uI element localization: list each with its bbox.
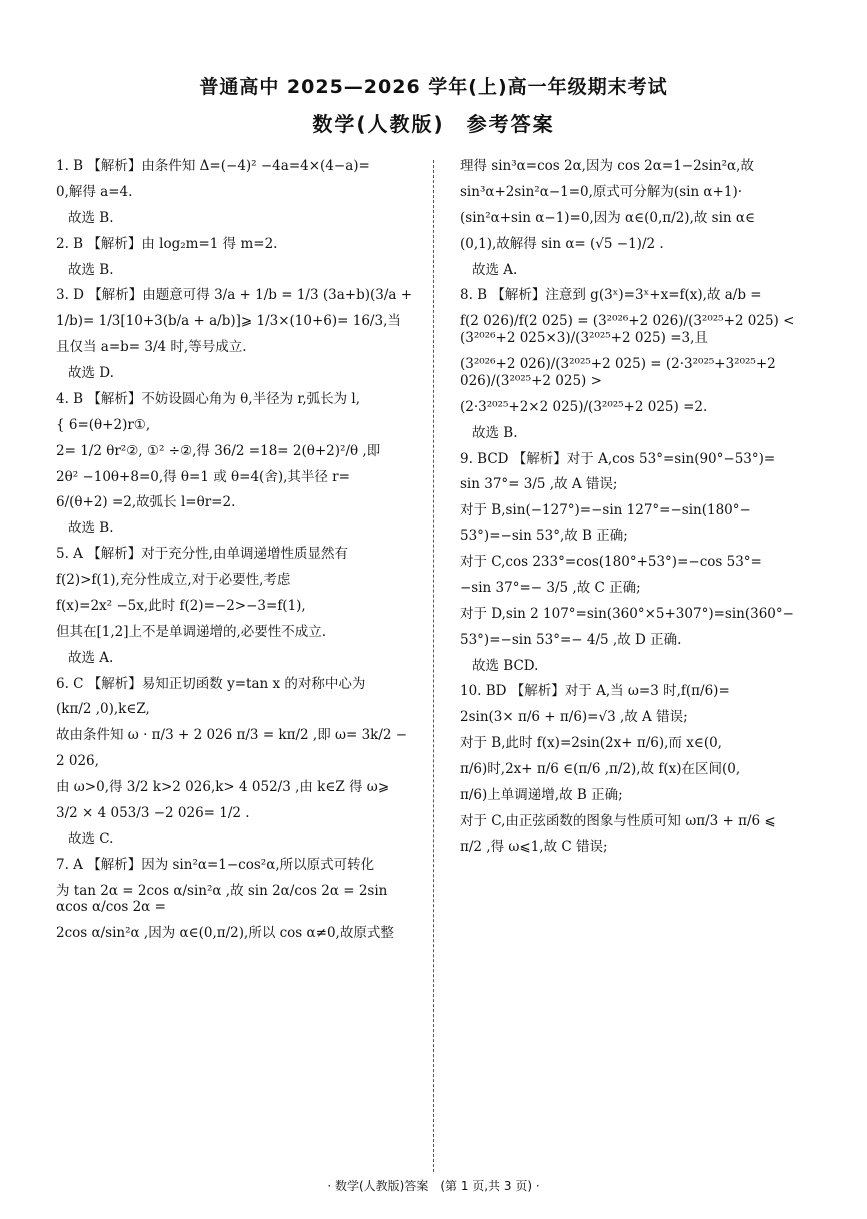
answer-line: 10. BD 【解析】对于 A,当 ω=3 时,f(π/6)= bbox=[460, 683, 730, 700]
answer-line: 3. D 【解析】由题意可得 3/a + 1/b = 1/3 (3a+b)(3/a + bbox=[56, 287, 413, 304]
page-title: 普通高中 2025—2026 学年(上)高一年级期末考试 bbox=[199, 76, 668, 98]
answer-line: 0,解得 a=4. bbox=[56, 183, 133, 200]
left-column bbox=[56, 158, 416, 951]
answer-line: 7. A 【解析】因为 sin²α=1−cos²α,所以原式可转化 bbox=[56, 856, 375, 873]
answer-line: 故选 BCD. bbox=[472, 657, 539, 674]
answer-line: { 6=(θ+2)r①, bbox=[56, 416, 151, 433]
page-subtitle: 数学(人教版) 参考答案 bbox=[312, 112, 555, 136]
answer-line: 故选 A. bbox=[472, 261, 518, 278]
answer-item bbox=[56, 158, 416, 227]
answer-line: 53°)=−sin 53°,故 B 正确; bbox=[460, 528, 628, 545]
answer-line: 故选 C. bbox=[68, 830, 114, 847]
answer-line: 2sin(3× π/6 + π/6)=√3 ,故 A 错误; bbox=[460, 709, 688, 726]
answer-line: 故选 B. bbox=[68, 261, 114, 278]
answer-line: π/6)上单调递增,故 B 正确; bbox=[460, 786, 623, 803]
answer-line: sin 37°= 3/5 ,故 A 错误; bbox=[460, 476, 618, 493]
answer-line: 6/(θ+2) =2,故弧长 l=θr=2. bbox=[56, 494, 236, 511]
answer-line: 对于 C,由正弦函数的图象与性质可知 ωπ/3 + π/6 ⩽ bbox=[460, 812, 776, 829]
answer-line: 2θ² −10θ+8=0,得 θ=1 或 θ=4(舍),其半径 r= bbox=[56, 468, 350, 485]
answer-item bbox=[56, 236, 416, 279]
right-column bbox=[460, 158, 818, 865]
answer-line: −sin 37°=− 3/5 ,故 C 正确; bbox=[460, 579, 641, 596]
answer-item bbox=[56, 287, 416, 382]
answer-line: 故选 B. bbox=[68, 209, 114, 226]
answer-line: (0,1),故解得 sin α= (√5 −1)/2 . bbox=[460, 235, 664, 252]
answer-line: 故选 B. bbox=[472, 424, 518, 441]
answer-line: 且仅当 a=b= 3/4 时,等号成立. bbox=[56, 339, 247, 356]
answer-line: 5. A 【解析】对于充分性,由单调递增性质显然有 bbox=[56, 546, 349, 563]
answer-line: (kπ/2 ,0),k∈Z, bbox=[56, 701, 150, 718]
answer-line: 6. C 【解析】易知正切函数 y=tan x 的对称中心为 bbox=[56, 675, 366, 692]
answer-line: f(2 026)/f(2 025) = (3²⁰²⁶+2 026)/(3²⁰²⁵+2 025) < (3²⁰²⁶+2 025×3)/(3²⁰²⁵+2 025) =3,且 bbox=[460, 313, 795, 347]
answer-line: 故选 D. bbox=[68, 365, 114, 381]
answer-line: 3/2 × 4 053/3 −2 026= 1/2 . bbox=[56, 804, 250, 821]
answer-line: f(2)>f(1),充分性成立,对于必要性,考虑 bbox=[56, 572, 291, 588]
answer-line: 故选 B. bbox=[68, 520, 114, 537]
answer-item bbox=[56, 857, 416, 943]
answer-line: 2. B 【解析】由 log₂m=1 得 m=2. bbox=[56, 235, 278, 252]
answer-line: (sin²α+sin α−1)=0,因为 α∈(0,π/2),故 sin α∈ bbox=[460, 209, 756, 226]
answer-line: 对于 C,cos 233°=cos(180°+53°)=−cos 53°= bbox=[460, 554, 762, 570]
answer-line: 2cos α/sin²α ,因为 α∈(0,π/2),所以 cos α≠0,故原式整 bbox=[56, 925, 394, 942]
page-footer: · 数学(人教版)答案 (第 1 页,共 3 页) · bbox=[327, 1179, 540, 1193]
answer-line: 由 ω>0,得 3/2 k>2 026,k> 4 052/3 ,由 k∈Z 得 ω⩾ bbox=[56, 779, 390, 795]
answer-line: 对于 D,sin 2 107°=sin(360°×5+307°)=sin(360°− bbox=[460, 605, 794, 622]
answer-line: π/6)时,2x+ π/6 ∈(π/6 ,π/2),故 f(x)在区间(0, bbox=[460, 761, 741, 777]
answer-item bbox=[56, 546, 416, 666]
answer-item bbox=[460, 451, 818, 675]
answer-item bbox=[56, 676, 416, 848]
answer-line: 2= 1/2 θr²②, ①² ÷②,得 36/2 =18= 2(θ+2)²/θ ,即 bbox=[56, 442, 381, 459]
column-divider bbox=[433, 160, 434, 1172]
answer-line: 但其在[1,2]上不是单调递增的,必要性不成立. bbox=[56, 623, 327, 640]
answer-item bbox=[56, 391, 416, 537]
answer-line: sin³α+2sin²α−1=0,原式可分解为(sin α+1)· bbox=[460, 183, 743, 200]
answer-item bbox=[460, 158, 818, 278]
answer-item bbox=[460, 287, 818, 441]
answer-line: 9. BCD 【解析】对于 A,cos 53°=sin(90°−53°)= bbox=[460, 450, 776, 467]
answer-line: 53°)=−sin 53°=− 4/5 ,故 D 正确. bbox=[460, 631, 682, 648]
answer-line: 1/b)= 1/3[10+3(b/a + a/b)]⩾ 1/3×(10+6)= 16/3,当 bbox=[56, 313, 401, 330]
answer-line: 4. B 【解析】不妨设圆心角为 θ,半径为 r,弧长为 l, bbox=[56, 390, 361, 407]
answer-line: 1. B 【解析】由条件知 Δ=(−4)² −4a=4×(4−a)= bbox=[56, 158, 370, 174]
answer-line: f(x)=2x² −5x,此时 f(2)=−2>−3=f(1), bbox=[56, 597, 306, 614]
answer-item bbox=[460, 683, 818, 855]
answer-line: (3²⁰²⁶+2 026)/(3²⁰²⁵+2 025) = (2·3²⁰²⁵+3²⁰²⁵+2 026)/(3²⁰²⁵+2 025) > bbox=[460, 356, 776, 389]
answer-line: 2 026, bbox=[56, 753, 99, 770]
answer-line: 对于 B,此时 f(x)=2sin(2x+ π/6),而 x∈(0, bbox=[460, 735, 722, 752]
answer-line: π/2 ,得 ω⩽1,故 C 错误; bbox=[460, 838, 608, 855]
answer-line: 故选 A. bbox=[68, 649, 114, 666]
answer-line: 故由条件知 ω · π/3 + 2 026 π/3 = kπ/2 ,即 ω= 3k/2 − bbox=[56, 727, 408, 744]
answer-line: 8. B 【解析】注意到 g(3ˣ)=3ˣ+x=f(x),故 a/b = bbox=[460, 287, 762, 304]
answer-line: 理得 sin³α=cos 2α,因为 cos 2α=1−2sin²α,故 bbox=[460, 158, 754, 174]
answer-line: 对于 B,sin(−127°)=−sin 127°=−sin(180°− bbox=[460, 502, 751, 519]
answer-line: 为 tan 2α = 2cos α/sin²α ,故 sin 2α/cos 2α = 2sin αcos α/cos 2α = bbox=[56, 882, 388, 916]
answer-line: (2·3²⁰²⁵+2×2 025)/(3²⁰²⁵+2 025) =2. bbox=[460, 398, 708, 415]
